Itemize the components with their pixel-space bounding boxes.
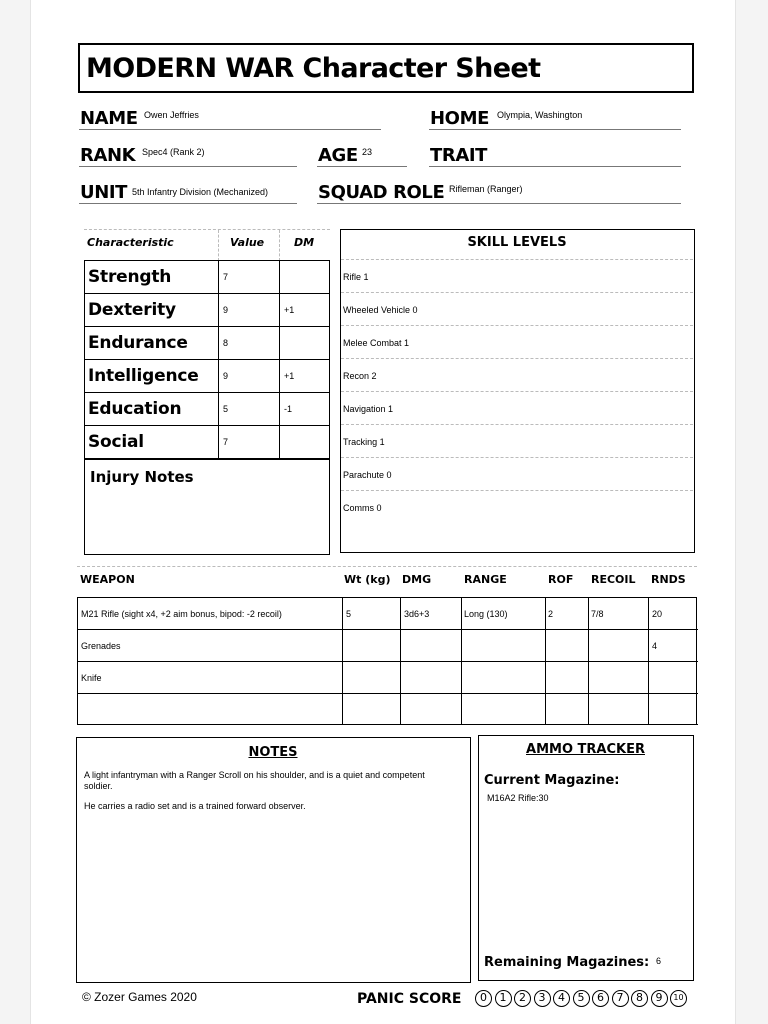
- age-label: AGE: [318, 145, 358, 166]
- copyright: © Zozer Games 2020: [82, 990, 197, 1004]
- char-value: 5: [223, 404, 229, 414]
- current-magazine-value[interactable]: M16A2 Rifle:30: [487, 793, 549, 803]
- char-dm: -1: [284, 404, 293, 414]
- notes-title: NOTES: [248, 745, 298, 760]
- skill-row[interactable]: [341, 458, 693, 491]
- panic-score-track: [475, 988, 695, 1010]
- name-value[interactable]: Owen Jeffries: [144, 110, 199, 120]
- panic-digit[interactable]: 1: [495, 990, 512, 1007]
- name-underline: [79, 129, 381, 130]
- panic-digit[interactable]: 6: [592, 990, 609, 1007]
- char-header-dm: DM: [294, 236, 315, 249]
- age-value[interactable]: 23: [362, 147, 373, 157]
- injury-notes-label: Injury Notes: [90, 468, 194, 486]
- panic-digit[interactable]: 0: [475, 990, 492, 1007]
- char-name-cell: [84, 260, 219, 294]
- char-value: 9: [223, 371, 229, 381]
- weapon-dmg: 3d6+3: [404, 609, 430, 619]
- char-dm: +1: [284, 371, 295, 381]
- panic-digit[interactable]: 2: [514, 990, 531, 1007]
- panic-digit[interactable]: 8: [631, 990, 648, 1007]
- notes-box[interactable]: [76, 737, 471, 983]
- char-dm-cell[interactable]: [279, 425, 330, 459]
- rnds-header: RNDS: [651, 573, 686, 586]
- weapon-rnds: 4: [652, 641, 658, 651]
- weapon-row[interactable]: [78, 598, 698, 630]
- char-name-cell: [84, 425, 219, 459]
- skill-levels-box: [340, 229, 695, 553]
- characteristics-table: [84, 260, 330, 458]
- weapon-rof: 2: [548, 609, 554, 619]
- unit-label: UNIT: [80, 182, 128, 203]
- panic-score-digits: [475, 988, 695, 1010]
- char-name: Education: [88, 399, 182, 419]
- skill-row[interactable]: [341, 491, 693, 524]
- char-name-cell: [84, 326, 219, 360]
- weapon-name: M21 Rifle (sight x4, +2 aim bonus, bipod: -2 recoil): [81, 609, 282, 619]
- skill-row[interactable]: [341, 326, 693, 359]
- rof-header: ROF: [548, 573, 574, 586]
- char-header-value: Value: [230, 236, 265, 249]
- weapons-table: [77, 598, 697, 725]
- char-value-cell[interactable]: [218, 260, 280, 294]
- char-name-cell: [84, 392, 219, 426]
- unit-value[interactable]: 5th Infantry Division (Mechanized): [132, 187, 269, 197]
- recoil-header: RECOIL: [591, 573, 636, 586]
- char-dm-cell[interactable]: [279, 326, 330, 360]
- skill-row[interactable]: [341, 425, 693, 458]
- panic-digit[interactable]: 3: [534, 990, 551, 1007]
- characteristics-header: [84, 229, 330, 260]
- rank-underline: [79, 166, 297, 167]
- weapon-name: Knife: [81, 673, 102, 683]
- skill-text: Recon 2: [343, 371, 377, 381]
- injury-notes-box[interactable]: [84, 459, 330, 555]
- char-name: Intelligence: [88, 366, 199, 386]
- char-name: Dexterity: [88, 300, 176, 320]
- weapon-row[interactable]: [78, 662, 698, 694]
- char-value: 7: [223, 272, 229, 282]
- char-header-name: Characteristic: [87, 236, 174, 249]
- character-sheet-page: [30, 0, 736, 1024]
- skill-row[interactable]: [341, 260, 693, 293]
- panic-digit[interactable]: 10: [670, 990, 687, 1007]
- notes-line-2: He carries a radio set and is a trained forward observer.: [84, 801, 306, 811]
- trait-label: TRAIT: [430, 145, 488, 166]
- squad-role-label: SQUAD ROLE: [318, 182, 445, 203]
- weapon-rnds: 20: [652, 609, 663, 619]
- name-label: NAME: [80, 108, 138, 129]
- char-value: 7: [223, 437, 229, 447]
- skill-levels-title: SKILL LEVELS: [467, 235, 567, 250]
- current-magazine-label: Current Magazine:: [484, 773, 620, 788]
- char-name-cell: [84, 293, 219, 327]
- panic-digit[interactable]: 7: [612, 990, 629, 1007]
- ammo-tracker-title: AMMO TRACKER: [526, 742, 645, 757]
- weapon-wt: 5: [346, 609, 352, 619]
- skill-text: Navigation 1: [343, 404, 394, 414]
- rank-value[interactable]: Spec4 (Rank 2): [142, 147, 205, 157]
- weapon-header: WEAPON: [80, 573, 135, 586]
- panic-digit[interactable]: 5: [573, 990, 590, 1007]
- char-dm-cell[interactable]: [279, 293, 330, 327]
- skill-text: Parachute 0: [343, 470, 392, 480]
- weapon-row[interactable]: [78, 694, 698, 725]
- char-value-cell[interactable]: [218, 293, 280, 327]
- weapon-row[interactable]: [78, 630, 698, 662]
- skill-text: Wheeled Vehicle 0: [343, 305, 418, 315]
- skill-row[interactable]: [341, 359, 693, 392]
- char-name: Strength: [88, 267, 172, 287]
- range-header: RANGE: [464, 573, 507, 586]
- char-value: 9: [223, 305, 229, 315]
- char-name: Social: [88, 432, 144, 452]
- ammo-tracker-box: [478, 735, 694, 981]
- char-dm: +1: [284, 305, 295, 315]
- weapon-recoil: 7/8: [591, 609, 604, 619]
- char-value-cell[interactable]: [218, 392, 280, 426]
- dmg-header: DMG: [402, 573, 432, 586]
- home-label: HOME: [430, 108, 489, 129]
- skill-row[interactable]: [341, 293, 693, 326]
- age-underline: [317, 166, 407, 167]
- trait-underline: [429, 166, 681, 167]
- char-name: Endurance: [88, 333, 188, 353]
- remaining-magazines-label: Remaining Magazines:: [484, 955, 650, 970]
- skill-text: Melee Combat 1: [343, 338, 410, 348]
- char-name-cell: [84, 359, 219, 393]
- weapon-range: Long (130): [464, 609, 508, 619]
- skill-row[interactable]: [341, 392, 693, 425]
- char-dm-cell[interactable]: [279, 260, 330, 294]
- char-value-cell[interactable]: [218, 359, 280, 393]
- sheet-title: MODERN WAR Character Sheet: [86, 53, 541, 84]
- char-value: 8: [223, 338, 229, 348]
- char-header-divider-1: [218, 230, 219, 261]
- notes-line-1: A light infantryman with a Ranger Scroll on his shoulder, and is a quiet and competent soldier.: [84, 770, 425, 791]
- char-value-cell[interactable]: [218, 425, 280, 459]
- squad-role-value[interactable]: Rifleman (Ranger): [449, 184, 523, 194]
- rank-label: RANK: [80, 145, 136, 166]
- panic-digit[interactable]: 4: [553, 990, 570, 1007]
- weapons-header: [77, 566, 697, 598]
- skill-text: Tracking 1: [343, 437, 385, 447]
- char-dm-cell[interactable]: [279, 392, 330, 426]
- panic-digit[interactable]: 9: [651, 990, 668, 1007]
- squad-role-underline: [317, 203, 681, 204]
- home-value[interactable]: Olympia, Washington: [497, 110, 583, 120]
- unit-underline: [79, 203, 297, 204]
- home-underline: [429, 129, 681, 130]
- skill-text: Rifle 1: [343, 272, 369, 282]
- title-box: [78, 43, 694, 93]
- char-value-cell[interactable]: [218, 326, 280, 360]
- char-header-divider-2: [279, 230, 280, 261]
- char-dm-cell[interactable]: [279, 359, 330, 393]
- wt-header: Wt (kg): [344, 573, 391, 586]
- remaining-magazines-value[interactable]: 6: [656, 956, 662, 966]
- panic-score-label: PANIC SCORE: [357, 991, 462, 1007]
- skill-text: Comms 0: [343, 503, 382, 513]
- weapon-name: Grenades: [81, 641, 121, 651]
